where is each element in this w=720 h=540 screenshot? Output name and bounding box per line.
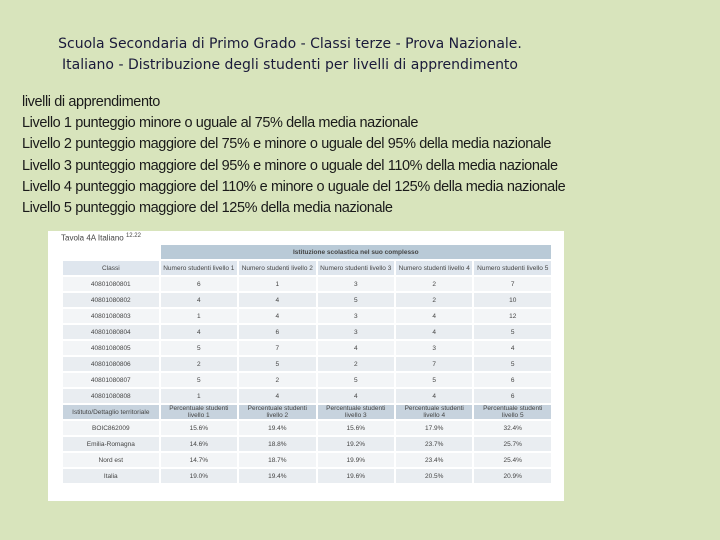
table-cell: 19.9%	[318, 453, 394, 467]
table-cell: 10	[474, 293, 551, 307]
table-cell: Nord est	[63, 453, 159, 467]
levels-heading: livelli di apprendimento	[22, 94, 160, 110]
table-cell: 7	[239, 341, 315, 355]
table-cell: 40801080803	[63, 309, 159, 323]
super-header: Istituzione scolastica nel suo complesso	[161, 245, 551, 259]
table-cell: 4	[396, 325, 472, 339]
level-2-description: Livello 2 punteggio maggiore del 75% e minore o uguale del 95% della media nazionale	[22, 136, 552, 153]
column-header: Numero studenti livello 4	[396, 261, 472, 275]
column-header: Numero studenti livello 3	[318, 261, 394, 275]
table-cell: 18.8%	[239, 437, 315, 451]
table-cell: 40801080807	[63, 373, 159, 387]
table-cell: 23.7%	[396, 437, 472, 451]
table-cell: 40801080804	[63, 325, 159, 339]
table-cell: 15.6%	[161, 421, 237, 435]
table-cell: 6	[474, 389, 551, 403]
table-cell: 19.6%	[318, 469, 394, 483]
level-5-description: Livello 5 punteggio maggiore del 125% della media nazionale	[22, 200, 393, 217]
table-cell: 2	[396, 277, 472, 291]
table-screenshot-panel	[48, 231, 564, 501]
table-cell: 5	[318, 373, 394, 387]
table-cell: 4	[396, 389, 472, 403]
table-row	[63, 373, 551, 387]
table-cell: 6	[161, 277, 237, 291]
table-cell: 4	[474, 341, 551, 355]
table-cell: 5	[318, 293, 394, 307]
column-header: Percentuale studenti livello 4	[396, 405, 472, 419]
table-cell: 3	[318, 277, 394, 291]
table-cell: Italia	[63, 469, 159, 483]
table-row	[63, 389, 551, 403]
table-cell: 1	[161, 309, 237, 323]
column-header: Percentuale studenti livello 1	[161, 405, 237, 419]
table-row	[63, 325, 551, 339]
table-cell: 25.4%	[474, 453, 551, 467]
table-cell: 18.7%	[239, 453, 315, 467]
table-cell: 5	[161, 341, 237, 355]
table-row	[63, 293, 551, 307]
table-cell: 4	[161, 325, 237, 339]
table-row	[63, 341, 551, 355]
table-cell: 5	[239, 357, 315, 371]
table-cell: 40801080808	[63, 389, 159, 403]
level-4-description: Livello 4 punteggio maggiore del 110% e minore o uguale del 125% della media nazionale	[22, 178, 566, 195]
table-cell: 12	[474, 309, 551, 323]
blank-cell	[63, 245, 159, 259]
table-cell: 5	[474, 357, 551, 371]
table-cell: 5	[474, 325, 551, 339]
super-header-row	[63, 245, 551, 259]
header-row-2	[63, 405, 551, 419]
table-cell: 6	[239, 325, 315, 339]
table-cell: 5	[161, 373, 237, 387]
column-header: Numero studenti livello 1	[161, 261, 237, 275]
table-cell: 2	[161, 357, 237, 371]
table-caption	[61, 233, 141, 243]
table-cell: 40801080802	[63, 293, 159, 307]
slide-title-line2: Italiano - Distribuzione degli studenti per livelli di apprendimento	[62, 57, 518, 73]
table-cell: 5	[396, 373, 472, 387]
table-row	[63, 453, 551, 467]
table-row	[63, 357, 551, 371]
level-3-description: Livello 3 punteggio maggiore del 95% e minore o uguale del 110% della media nazionale	[22, 157, 558, 174]
table-cell: Emilia-Romagna	[63, 437, 159, 451]
table-cell: 7	[396, 357, 472, 371]
table-cell: 3	[396, 341, 472, 355]
table-cell: 14.7%	[161, 453, 237, 467]
table-row	[63, 421, 551, 435]
table-cell: 14.6%	[161, 437, 237, 451]
table-cell: 1	[161, 389, 237, 403]
column-header: Numero studenti livello 2	[239, 261, 315, 275]
column-header: Numero studenti livello 5	[474, 261, 551, 275]
level-1-description: Livello 1 punteggio minore o uguale al 75% della media nazionale	[22, 115, 418, 132]
table-cell: 40801080806	[63, 357, 159, 371]
table-cell: BOIC862009	[63, 421, 159, 435]
header-row	[63, 261, 551, 275]
table-cell: 7	[474, 277, 551, 291]
table-row	[63, 469, 551, 483]
table-row	[63, 437, 551, 451]
levels-legend	[22, 92, 565, 219]
table-cell: 4	[239, 293, 315, 307]
table-cell: 19.0%	[161, 469, 237, 483]
column-header: Percentuale studenti livello 3	[318, 405, 394, 419]
table-cell: 4	[318, 341, 394, 355]
table-cell: 20.5%	[396, 469, 472, 483]
table-label: Tavola 4A Italiano	[61, 233, 124, 243]
table-cell: 4	[239, 309, 315, 323]
slide-title-line1: Scuola Secondaria di Primo Grado - Classi terze - Prova Nazionale.	[58, 36, 522, 52]
table-cell: 40801080805	[63, 341, 159, 355]
table-label-sup: 12.22	[125, 233, 141, 239]
table-cell: 2	[239, 373, 315, 387]
column-header: Percentuale studenti livello 2	[239, 405, 315, 419]
table-cell: 40801080801	[63, 277, 159, 291]
table-cell: 3	[318, 325, 394, 339]
table-cell: 1	[239, 277, 315, 291]
table-cell: 3	[318, 309, 394, 323]
table-cell: 4	[161, 293, 237, 307]
table-cell: 15.6%	[318, 421, 394, 435]
table-cell: 2	[396, 293, 472, 307]
table-cell: 17.9%	[396, 421, 472, 435]
table-row	[63, 277, 551, 291]
table-cell: 6	[474, 373, 551, 387]
table-cell: 4	[396, 309, 472, 323]
table-cell: 19.2%	[318, 437, 394, 451]
table-cell: 4	[239, 389, 315, 403]
column-header: Classi	[63, 261, 159, 275]
column-header: Percentuale studenti livello 5	[474, 405, 551, 419]
table-cell: 20.9%	[474, 469, 551, 483]
table-cell: 19.4%	[239, 469, 315, 483]
table-cell: 19.4%	[239, 421, 315, 435]
table-row	[63, 309, 551, 323]
table-cell: 32.4%	[474, 421, 551, 435]
table-cell: 23.4%	[396, 453, 472, 467]
results-table	[61, 243, 553, 485]
column-header: Istituto/Dettaglio territoriale	[63, 405, 159, 419]
table-cell: 4	[318, 389, 394, 403]
table-cell: 25.7%	[474, 437, 551, 451]
table-cell: 2	[318, 357, 394, 371]
